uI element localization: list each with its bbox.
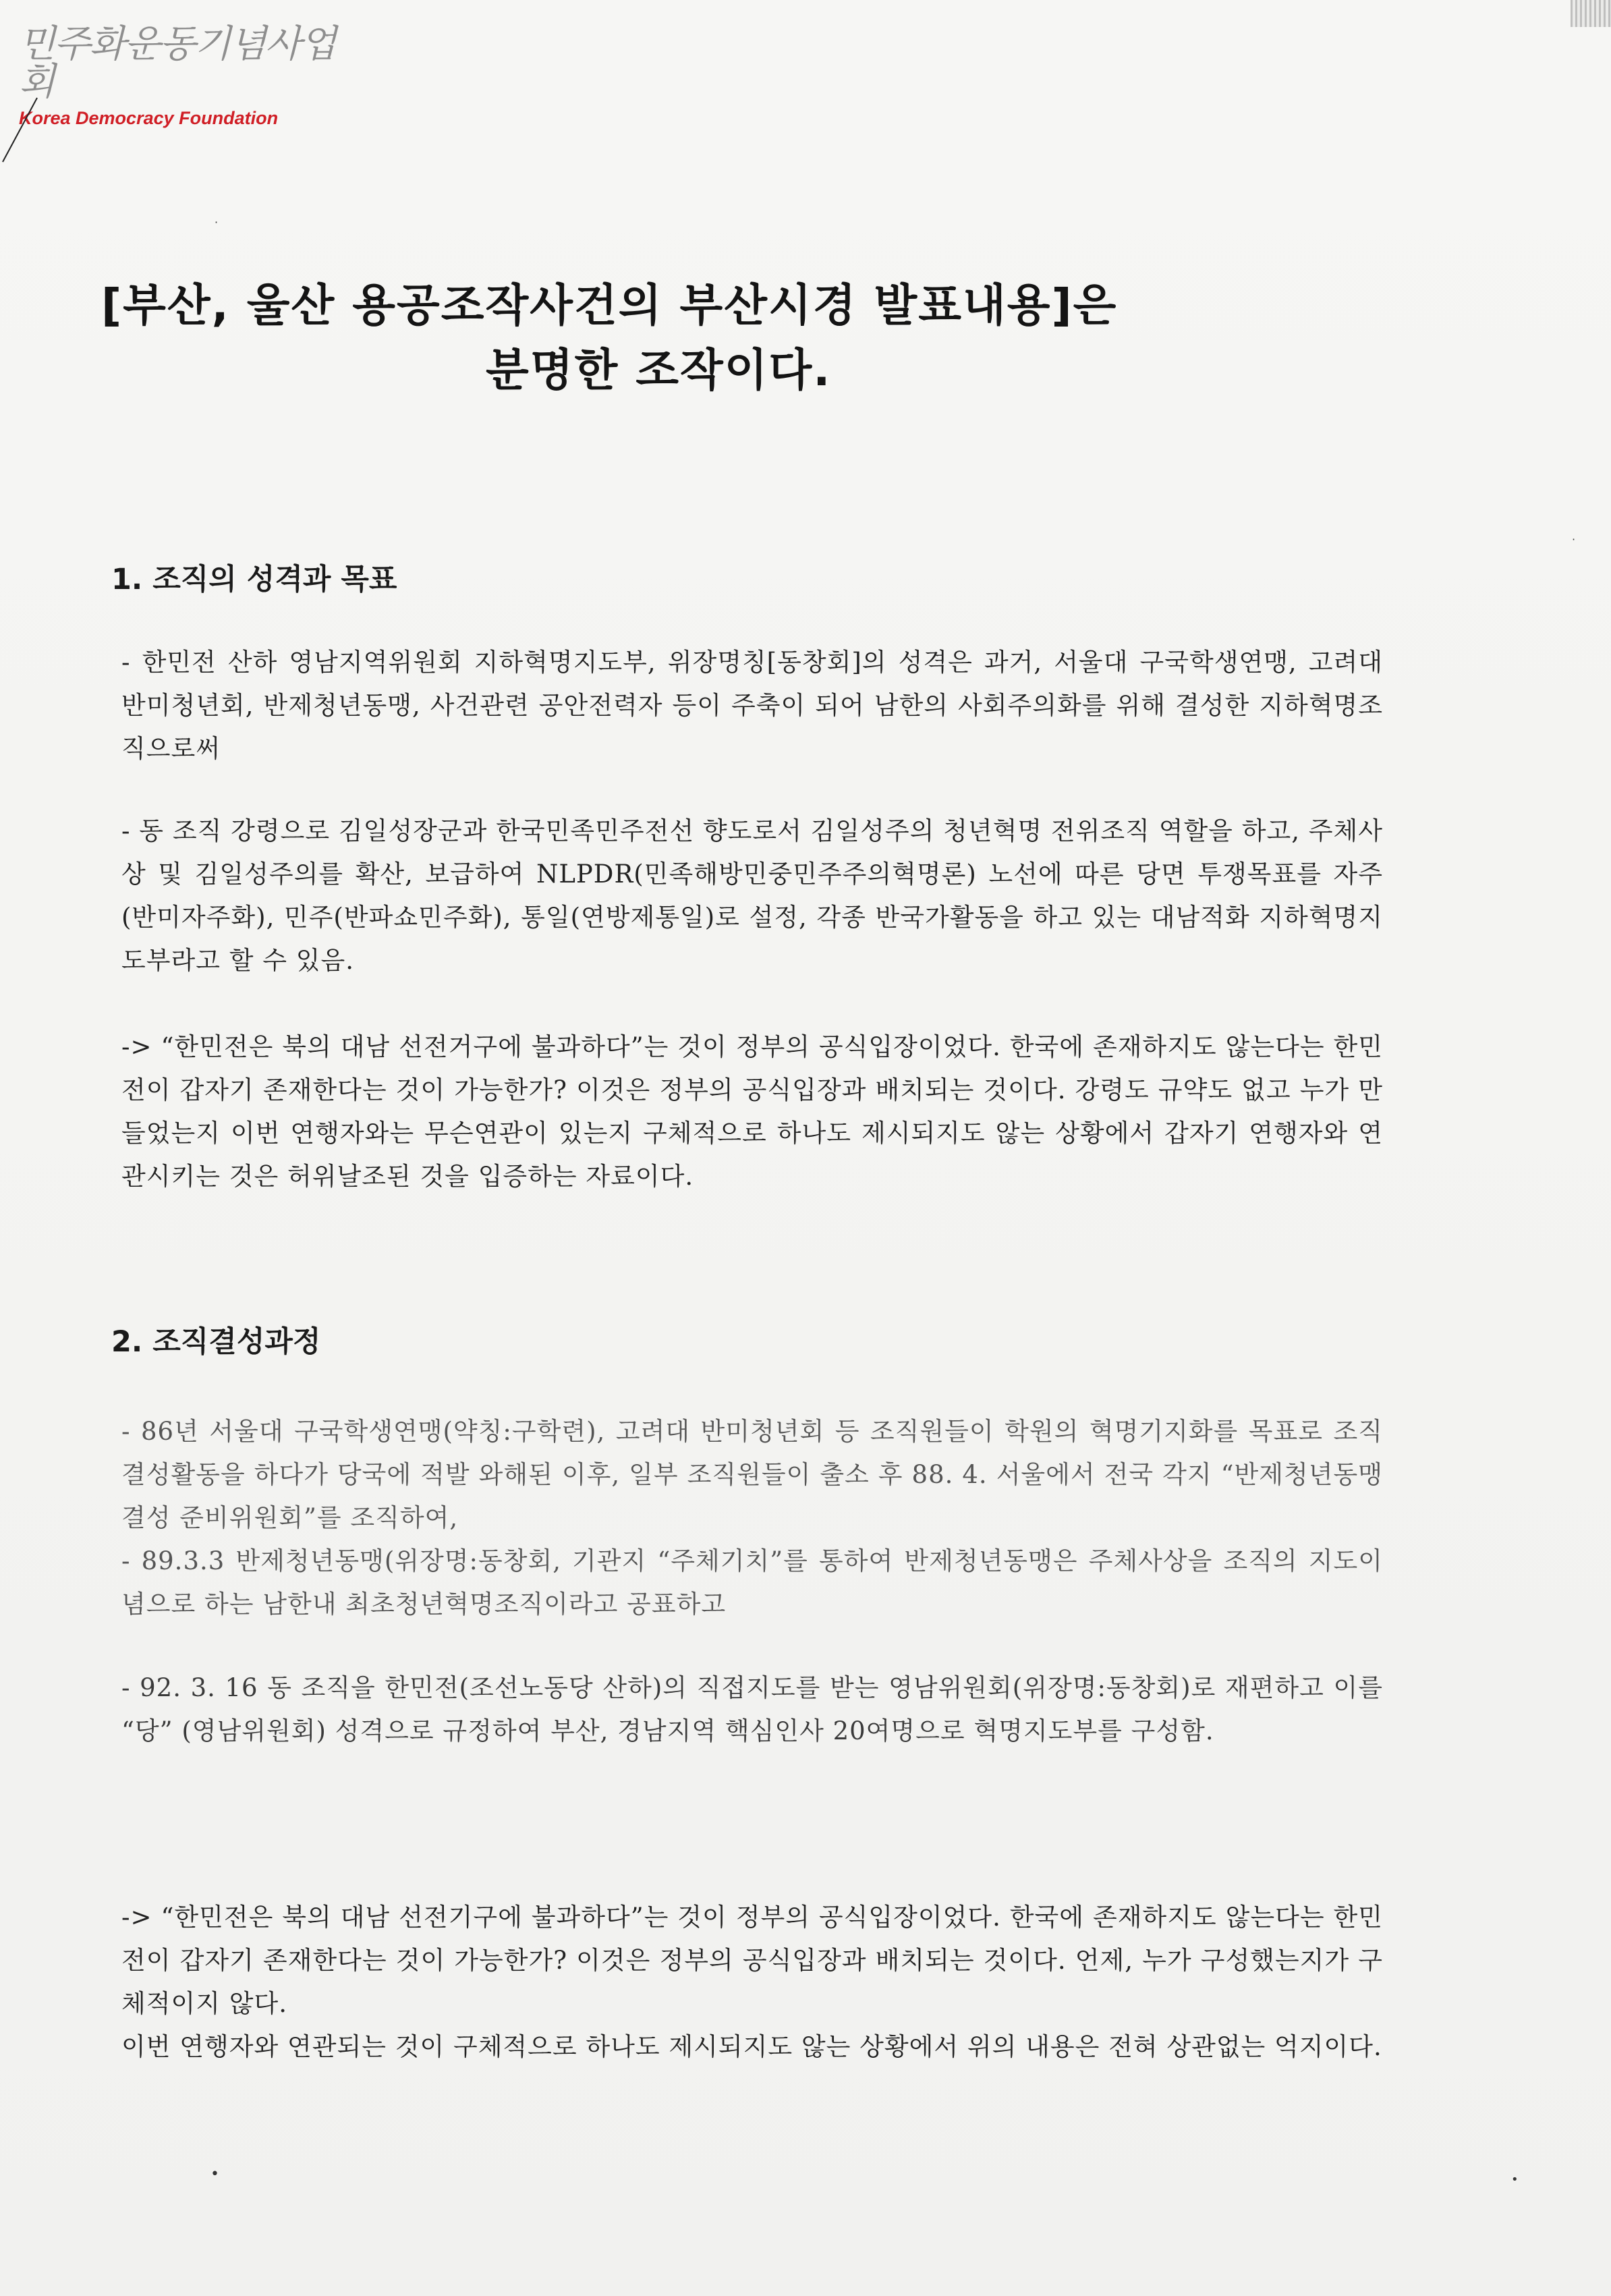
title-line-1: [부산, 울산 용공조작사건의 부산시경 발표내용]은 bbox=[101, 279, 1118, 331]
section-2-heading: 2. 조직결성과정 bbox=[111, 1325, 321, 1359]
section-2-paragraph-4: -> “한민전은 북의 대남 선전기구에 불과하다”는 것이 정부의 공식입장이었다. 한국에 존재하지도 않는다는 한민전이 갑자기 존재한다는 것이 가능한가? 이것은 정부의 공식입장과 배치되는 것이다. 언제, 누가 구성했는지가 구체적이지 않다. bbox=[121, 1903, 1383, 2018]
section-2-paragraph-3: - 92. 3. 16 동 조직을 한민전(조선노동당 산하)의 직접지도를 받는 영남위원회(위장명:동창회)로 재편하고 이를 “당” (영남위원회) 성격으로 규정하여 부산, 경남지역 핵심인사 20여명으로 혁명지도부를 구성함. bbox=[121, 1673, 1383, 1745]
logo-korean-text: 민주화운동기념사업회 bbox=[19, 22, 335, 104]
section-2-paragraph-1: - 86년 서울대 구국학생연맹(약칭:구학련), 고려대 반미청년회 등 조직원들이 학원의 혁명기지화를 목표로 조직결성활동을 하다가 당국에 적발 와해된 이후, 일부 조직원들이 출소 후 88. 4. 서울에서 전국 각지 “반제청년동맹 결성 준비위원회”를 조직하여, bbox=[121, 1417, 1383, 1532]
section-1-heading: 1. 조직의 성격과 목표 bbox=[111, 563, 397, 596]
document-title bbox=[101, 273, 1316, 402]
section-2-paragraph-2: - 89.3.3 반제청년동맹(위장명:동창회, 기관지 “주체기치”를 통하여 반제청년동맹은 주체사상을 조직의 지도이념으로 하는 남한내 최초청년혁명조직이라고 공표하고 bbox=[121, 1546, 1383, 1619]
scan-speck: • bbox=[1511, 2173, 1519, 2187]
section-1-paragraph-3: -> “한민전은 북의 대남 선전거구에 불과하다”는 것이 정부의 공식입장이었다. 한국에 존재하지도 않는다는 한민전이 갑자기 존재한다는 것이 가능한가? 이것은 정부의 공식입장과 배치되는 것이다. 강령도 규약도 없고 누가 만들었는지 이번 연행자와는 무슨연관이 있는지 구체적으로 하나도 제시되지도 않는 상황에서 갑자기 연행자와 연관시키는 것은 허위날조된 것을 입증하는 자료이다. bbox=[121, 1032, 1383, 1191]
section-2-paragraph-5: 이번 연행자와 연관되는 것이 구체적으로 하나도 제시되지도 않는 상황에서 위의 내용은 전혀 상관없는 억지이다. bbox=[121, 2032, 1382, 2061]
foundation-logo bbox=[19, 22, 343, 129]
scan-speck: • bbox=[210, 2166, 219, 2183]
scan-speck: · bbox=[1572, 533, 1576, 546]
section-1-paragraph-1: - 한민전 산하 영남지역위원회 지하혁명지도부, 위장명칭[동창회]의 성격은 과거, 서울대 구국학생연맹, 고려대 반미청년회, 반제청년동맹, 사건관련 공안전력자 등이 주축이 되어 남한의 사회주의화를 위해 결성한 지하혁명조직으로써 bbox=[121, 648, 1383, 763]
logo-slash-mark bbox=[0, 94, 40, 169]
title-line-2: 분명한 조작이다. bbox=[486, 343, 832, 396]
logo-english-text: Korea Democracy Foundation bbox=[19, 108, 279, 128]
section-1-paragraph-2: - 동 조직 강령으로 김일성장군과 한국민족민주전선 향도로서 김일성주의 청년혁명 전위조직 역할을 하고, 주체사상 및 김일성주의를 확산, 보급하여 NLPDR(민족해방민중민주주의혁명론) 노선에 따른 당면 투쟁목표를 자주(반미자주화), 민주(반파쇼민주화), 통일(연방제통일)로 설정, 각종 반국가활동을 하고 있는 대남적화 지하혁명지도부라고 할 수 있음. bbox=[121, 816, 1383, 975]
scan-speck: · bbox=[215, 216, 219, 229]
scan-edge-artifact bbox=[1571, 0, 1611, 27]
